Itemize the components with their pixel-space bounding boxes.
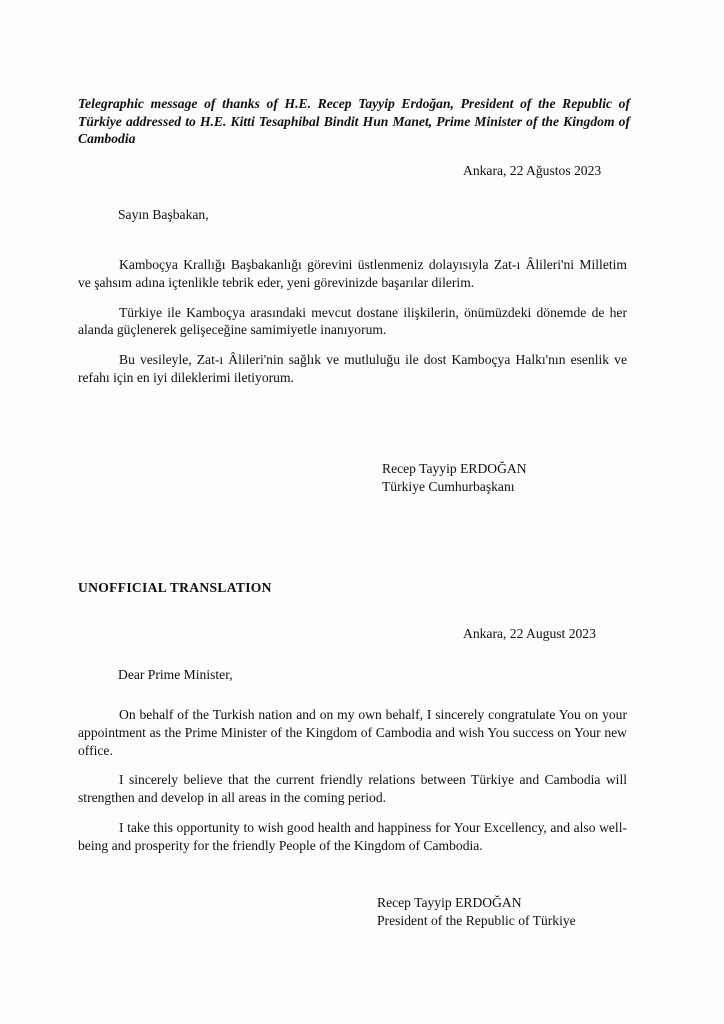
english-paragraph: I sincerely believe that the current friendly relations between Türkiye and Cambodia will strengthen and develop in all areas in the coming period. bbox=[78, 772, 627, 806]
turkish-signature-block bbox=[382, 460, 527, 495]
document-title: Telegraphic message of thanks of H.E. Recep Tayyip Erdoğan, President of the Republic of Türkiye addressed to H.E. Kitti Tesaphibal Bindit Hun Manet, Prime Minister of the Kingdom of Cambodia bbox=[78, 96, 630, 146]
english-signature-block bbox=[377, 894, 576, 929]
turkish-paragraph: Kamboçya Krallığı Başbakanlığı görevini üstlenmeniz dolayısıyla Zat-ı Âlileri'ni Milletim ve şahsım adına içtenlikle tebrik eder, yeni görevinizde başarılar dilerim. bbox=[78, 257, 627, 290]
english-paragraph: On behalf of the Turkish nation and on my own behalf, I sincerely congratulate You on your appointment as the Prime Minister of the Kingdom of Cambodia and wish You success on Your new office. bbox=[78, 707, 627, 758]
translation-heading: UNOFFICIAL TRANSLATION bbox=[78, 580, 272, 595]
turkish-paragraph: Bu vesileyle, Zat-ı Âlileri'nin sağlık ve mutluluğu ile dost Kamboçya Halkı'nın esenlik ve refahı için en iyi dileklerimi iletiyorum. bbox=[78, 352, 627, 385]
english-salutation: Dear Prime Minister, bbox=[118, 667, 233, 682]
signatory-name: Recep Tayyip ERDOĞAN bbox=[377, 895, 522, 910]
signatory-position: President of the Republic of Türkiye bbox=[377, 912, 576, 928]
turkish-date: Ankara, 22 Ağustos 2023 bbox=[463, 163, 602, 178]
turkish-body bbox=[78, 256, 627, 387]
english-date: Ankara, 22 August 2023 bbox=[463, 626, 596, 641]
signatory-position: Türkiye Cumhurbaşkanı bbox=[382, 478, 515, 494]
turkish-salutation: Sayın Başbakan, bbox=[118, 207, 209, 222]
signatory-name: Recep Tayyip ERDOĞAN bbox=[382, 461, 527, 476]
english-paragraph: I take this opportunity to wish good health and happiness for Your Excellency, and also well-being and prosperity for the friendly People of the Kingdom of Cambodia. bbox=[78, 819, 627, 853]
turkish-paragraph: Türkiye ile Kamboçya arasındaki mevcut dostane ilişkilerin, önümüzdeki dönemde de her alanda güçlenerek gelişeceğine samimiyetle inanıyorum. bbox=[78, 304, 627, 338]
english-body bbox=[78, 706, 627, 855]
